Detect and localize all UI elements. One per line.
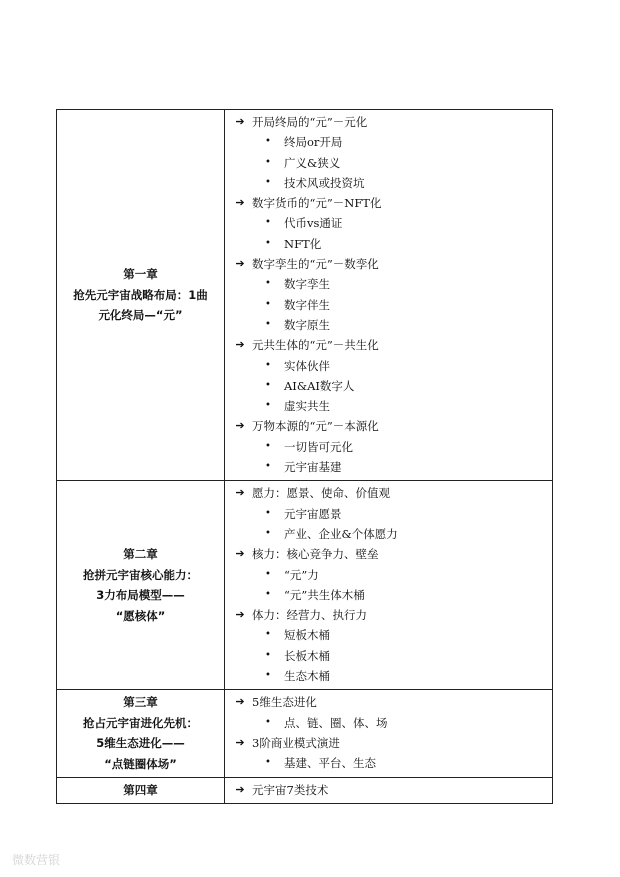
dot-bullet-icon: • (265, 527, 271, 539)
sub-item-text: 代币vs通证 (284, 216, 343, 231)
item-text: 核力：核心竞争力、壁垒 (252, 547, 379, 562)
sub-item (231, 153, 552, 173)
dot-bullet-icon: • (265, 649, 271, 661)
arrow-bullet-icon: ➔ (235, 196, 245, 210)
sub-item-text: 数字伴生 (284, 297, 330, 312)
dot-bullet-icon: • (265, 278, 271, 290)
dot-bullet-icon: • (265, 136, 271, 148)
dot-bullet-icon: • (265, 716, 271, 728)
dot-bullet-icon: • (265, 217, 271, 229)
chapter-title-line: 元化终局—“元” (98, 308, 183, 323)
dot-bullet-icon: • (265, 670, 271, 682)
arrow-bullet-icon: ➔ (235, 608, 245, 622)
dot-bullet-icon: • (265, 237, 271, 249)
sub-item (231, 376, 552, 396)
sub-item (231, 625, 552, 645)
content-cell (225, 690, 553, 777)
item-text: 开局终局的“元”－元化 (252, 115, 368, 129)
sub-item (231, 356, 552, 376)
dot-bullet-icon: • (265, 379, 271, 391)
dot-bullet-icon: • (265, 507, 271, 519)
sub-item (231, 666, 552, 686)
chapter-row (57, 110, 553, 481)
chapter-title (57, 264, 224, 326)
arrow-bullet-icon: ➔ (235, 257, 245, 271)
chapter-row (57, 777, 553, 803)
arrow-bullet-icon: ➔ (235, 486, 245, 500)
watermark: 微数营银 (12, 853, 61, 867)
item-list (225, 690, 552, 776)
chapter-row (57, 690, 553, 777)
dot-bullet-icon: • (265, 298, 271, 310)
list-item (231, 193, 552, 213)
dot-bullet-icon: • (265, 629, 271, 641)
dot-bullet-icon: • (265, 176, 271, 188)
sub-item (231, 713, 552, 733)
sub-item (231, 524, 552, 544)
sub-item (231, 565, 552, 585)
sub-item (231, 396, 552, 416)
dot-bullet-icon: • (265, 461, 271, 473)
sub-item-text: 数字原生 (284, 317, 330, 332)
sub-item (231, 457, 552, 477)
sub-item-text: “元”力 (284, 567, 319, 582)
chapter-cell (57, 110, 225, 481)
arrow-bullet-icon: ➔ (235, 419, 245, 433)
sub-item (231, 504, 552, 524)
chapter-title-line: 第二章 (123, 547, 158, 562)
item-text: 5维生态进化 (252, 695, 317, 710)
sub-item-text: 元宇宙基建 (284, 460, 342, 475)
arrow-bullet-icon: ➔ (235, 115, 245, 128)
sub-item-text: 基建、平台、生态 (284, 756, 376, 771)
sub-item-text: 元宇宙愿景 (284, 506, 342, 521)
sub-item-text: 虚实共生 (284, 399, 330, 414)
dot-bullet-icon: • (265, 588, 271, 600)
dot-bullet-icon: • (265, 400, 271, 412)
list-item (231, 416, 552, 436)
list-item (231, 544, 552, 564)
sub-item-text: “元”共生体木桶 (284, 587, 365, 602)
chapter-cell (57, 481, 225, 690)
list-item (231, 733, 552, 753)
arrow-bullet-icon: ➔ (235, 782, 245, 796)
chapter-title-line: “愿核体” (115, 608, 166, 623)
dot-bullet-icon: • (265, 440, 271, 452)
chapter-title (57, 544, 224, 626)
arrow-bullet-icon: ➔ (235, 547, 245, 561)
dot-bullet-icon: • (265, 156, 271, 168)
item-text: 万物本源的“元”－本源化 (252, 419, 379, 434)
item-text: 体力：经营力、执行力 (252, 608, 367, 623)
sub-item-text: 短板木桶 (284, 628, 330, 643)
list-item (231, 483, 552, 503)
chapter-cell (57, 690, 225, 777)
sub-item-text: NFT化 (284, 236, 322, 251)
item-text: 3阶商业模式演进 (252, 735, 340, 750)
chapter-title (57, 780, 224, 801)
list-item (231, 692, 552, 712)
chapter-row (57, 481, 553, 690)
sub-item-text: 一切皆可元化 (284, 439, 353, 454)
sub-item (231, 646, 552, 666)
chapter-title (57, 692, 224, 774)
item-list (225, 110, 552, 480)
sub-item (231, 132, 552, 152)
item-list (225, 481, 552, 689)
list-item (231, 254, 552, 274)
sub-item-text: 产业、企业&个体愿力 (284, 526, 398, 541)
item-text: 元宇宙7类技术 (252, 782, 329, 797)
list-item (231, 112, 552, 132)
sub-item-text: 终局or开局 (284, 135, 343, 150)
dot-bullet-icon: • (265, 568, 271, 580)
dot-bullet-icon: • (265, 757, 271, 769)
content-cell (225, 777, 553, 803)
sub-item-text: 数字孪生 (284, 277, 330, 292)
item-text: 元共生体的“元”－共生化 (252, 338, 379, 353)
sub-item (231, 315, 552, 335)
chapter-title-line: “点链圈体场” (104, 756, 177, 771)
sub-item-text: 实体伙伴 (284, 358, 330, 373)
sub-item (231, 585, 552, 605)
content-cell (225, 110, 553, 481)
item-text: 愿力：愿景、使命、价值观 (252, 486, 390, 501)
dot-bullet-icon: • (265, 318, 271, 330)
table-of-contents (56, 109, 553, 804)
dot-bullet-icon: • (265, 359, 271, 371)
chapter-title-line: 3力布局模型—— (96, 588, 185, 603)
sub-item (231, 234, 552, 254)
chapter-cell (57, 777, 225, 803)
list-item (231, 605, 552, 625)
chapter-title-line: 第四章 (123, 782, 158, 797)
chapter-title-line: 抢先元宇宙战略布局：1曲 (73, 287, 208, 302)
content-cell (225, 481, 553, 690)
item-text: 数字货币的“元”－NFT化 (252, 196, 382, 211)
item-text: 数字孪生的“元”－数孪化 (252, 257, 379, 272)
list-item (231, 780, 552, 800)
sub-item (231, 274, 552, 294)
chapter-title-line: 抢拼元宇宙核心能力： (83, 567, 198, 582)
arrow-bullet-icon: ➔ (235, 338, 245, 352)
chapter-title-line: 第一章 (123, 267, 158, 282)
list-item (231, 335, 552, 355)
arrow-bullet-icon: ➔ (235, 735, 245, 749)
chapter-title-line: 第三章 (123, 695, 158, 710)
sub-item-text: 长板木桶 (284, 648, 330, 663)
sub-item (231, 437, 552, 457)
sub-item-text: 广义&狭义 (284, 155, 341, 170)
arrow-bullet-icon: ➔ (235, 695, 245, 709)
sub-item (231, 173, 552, 193)
sub-item-text: AI&AI数字人 (284, 378, 355, 393)
chapter-title-line: 抢占元宇宙进化先机： (83, 715, 198, 730)
sub-item-text: 生态木桶 (284, 669, 330, 684)
sub-item (231, 753, 552, 773)
chapter-title-line: 5维生态进化—— (96, 736, 185, 751)
sub-item-text: 点、链、圈、体、场 (284, 715, 388, 730)
sub-item (231, 213, 552, 233)
sub-item-text: 技术风或投资坑 (284, 175, 365, 190)
item-list (225, 778, 552, 803)
sub-item (231, 295, 552, 315)
